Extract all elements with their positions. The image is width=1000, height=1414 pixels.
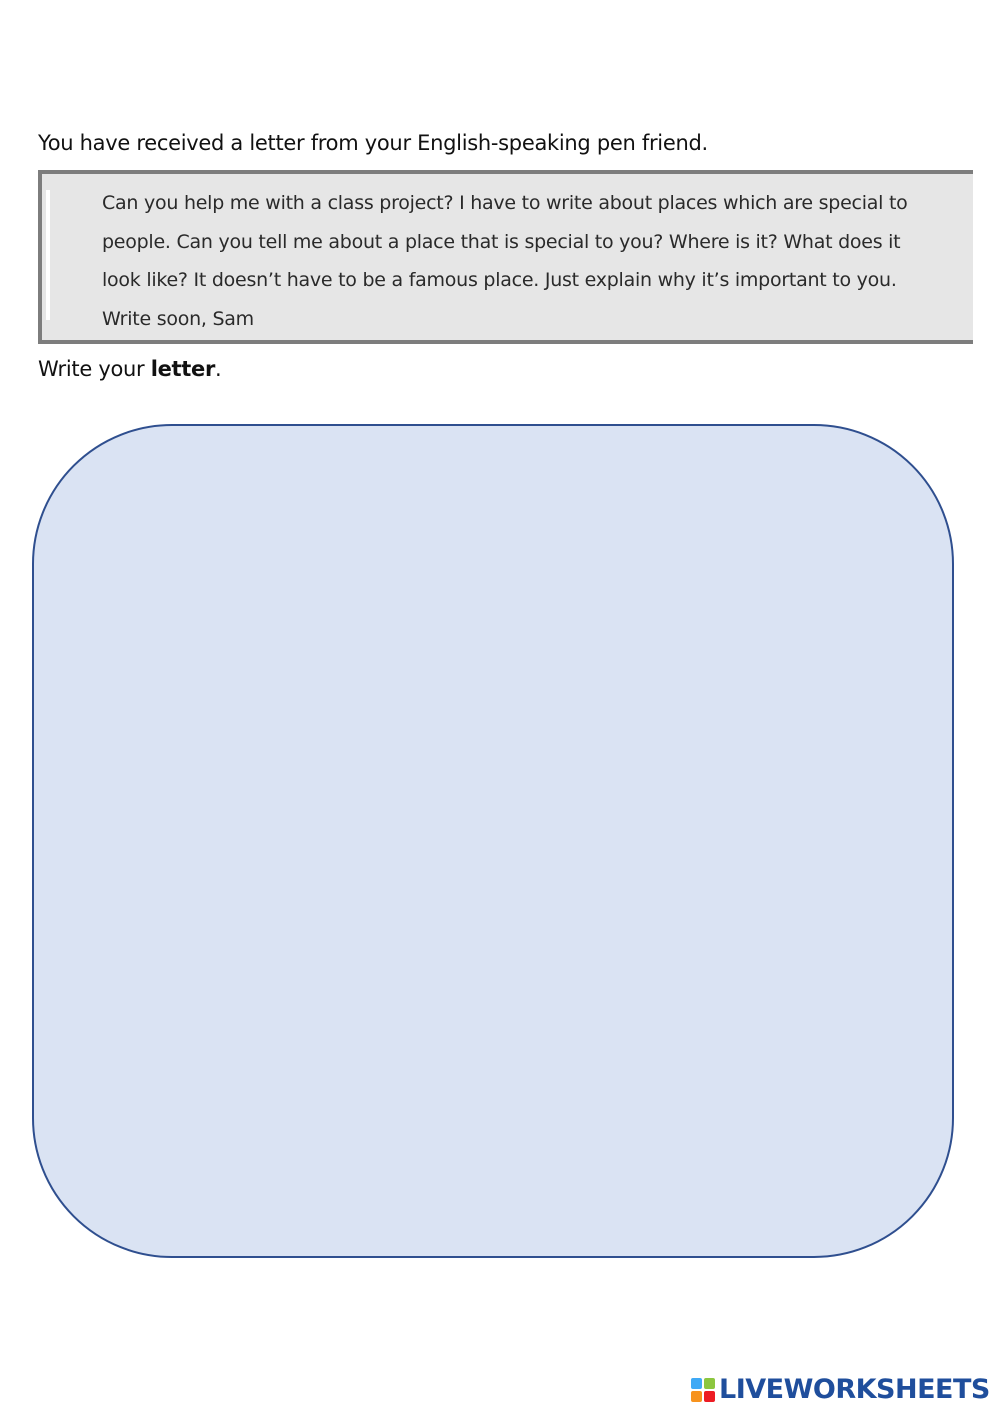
letter-stripe-divider — [46, 190, 50, 320]
letter-body — [102, 184, 962, 338]
writing-instruction — [38, 357, 221, 381]
liveworksheets-logo-icon — [691, 1378, 715, 1402]
letter-answer-textbox[interactable] — [32, 424, 954, 1258]
brand-name: LIVEWORKSHEETS — [719, 1374, 990, 1405]
letter-line: people. Can you tell me about a place that is special to you? Where is it? What does it — [102, 230, 901, 253]
letter-signoff: Write soon, Sam — [102, 307, 254, 330]
letter-line: Can you help me with a class project? I have to write about places which are special to — [102, 192, 908, 214]
task-intro: You have received a letter from your English-speaking pen friend. — [38, 131, 708, 155]
instruction-keyword: letter — [150, 357, 216, 381]
pen-friend-letter — [38, 170, 973, 344]
instruction-suffix: . — [215, 357, 222, 381]
instruction-prefix: Write your — [38, 357, 151, 381]
liveworksheets-brand — [691, 1374, 990, 1405]
letter-line: look like? It doesn’t have to be a famous place. Just explain why it’s important to you. — [102, 269, 897, 291]
